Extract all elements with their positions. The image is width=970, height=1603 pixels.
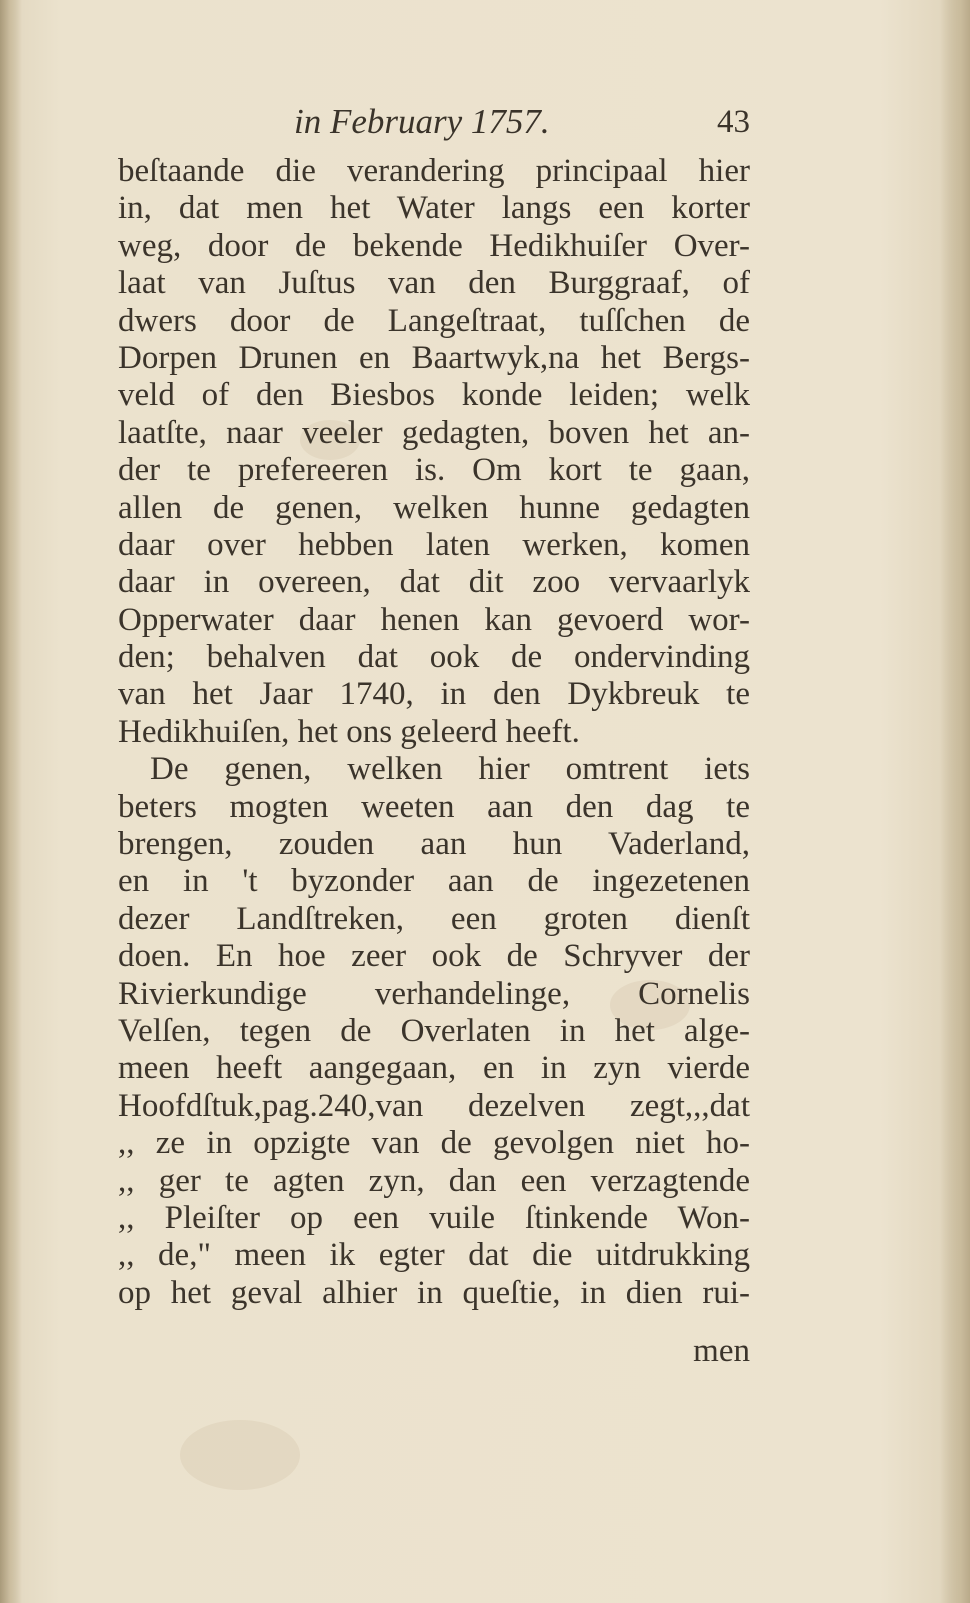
page-header xyxy=(118,98,750,144)
text-line: daar over hebben laten werken, komen xyxy=(118,526,750,563)
text-line: brengen, zouden aan hun Vaderland, xyxy=(118,826,750,863)
foxing-spot xyxy=(180,1420,300,1490)
text-line: der te prefereeren is. Om kort te gaan, xyxy=(118,452,750,489)
text-line: dezer Landſtreken, een groten dienſt xyxy=(118,900,750,937)
text-line: op het geval alhier in queſtie, in dien rui- xyxy=(118,1274,750,1311)
page-edge-shadow xyxy=(940,0,970,1603)
text-line: laatſte, naar veeler gedagten, boven het an- xyxy=(118,414,750,451)
page-number: 43 xyxy=(717,104,750,140)
text-line: Hedikhuiſen, het ons geleerd heeft. xyxy=(118,713,580,750)
catchword: men xyxy=(693,1333,750,1369)
text-line: in, dat men het Water langs een korter xyxy=(118,190,750,227)
text-line: Velſen, tegen de Overlaten in het alge- xyxy=(118,1012,750,1049)
text-line: ,, Pleiſter op een vuile ſtinkende Won- xyxy=(118,1199,750,1236)
body-text xyxy=(118,153,750,1312)
text-line: ,, de," meen ik egter dat die uitdrukking xyxy=(118,1237,750,1274)
running-title: in February 1757. xyxy=(294,102,550,141)
text-line: en in 't byzonder aan de ingezetenen xyxy=(118,863,750,900)
text-line: laat van Juſtus van den Burggraaf, of xyxy=(118,265,750,302)
text-line: daar in overeen, dat dit zoo vervaarlyk xyxy=(118,564,750,601)
text-line: beters mogten weeten aan den dag te xyxy=(118,788,750,825)
text-line: Opperwater daar henen kan gevoerd wor- xyxy=(118,601,750,638)
text-line: dwers door de Langeſtraat, tuſſchen de xyxy=(118,302,750,339)
text-line: Rivierkundige verhandelinge, Cornelis xyxy=(118,975,750,1012)
text-line: ,, ger te agten zyn, dan een verzagtende xyxy=(118,1162,750,1199)
text-line: Hoofdſtuk,pag.240,van dezelven zegt,,,dat xyxy=(118,1087,750,1124)
text-line: meen heeft aangegaan, en in zyn vierde xyxy=(118,1050,750,1087)
text-line: den; behalven dat ook de ondervinding xyxy=(118,639,750,676)
text-line: weg, door de bekende Hedikhuiſer Over- xyxy=(118,227,750,264)
text-line: allen de genen, welken hunne gedagten xyxy=(118,489,750,526)
page-gutter-shadow xyxy=(0,0,22,1603)
text-line: doen. En hoe zeer ook de Schryver der xyxy=(118,938,750,975)
text-line: veld of den Biesbos konde leiden; welk xyxy=(118,377,750,414)
text-line: Dorpen Drunen en Baartwyk,na het Bergs- xyxy=(118,339,750,376)
text-line: ,, ze in opzigte van de gevolgen niet ho- xyxy=(118,1125,750,1162)
text-line: De genen, welken hier omtrent iets xyxy=(150,751,750,788)
text-line: van het Jaar 1740, in den Dykbreuk te xyxy=(118,676,750,713)
text-line: beſtaande die verandering principaal hier xyxy=(118,153,750,189)
